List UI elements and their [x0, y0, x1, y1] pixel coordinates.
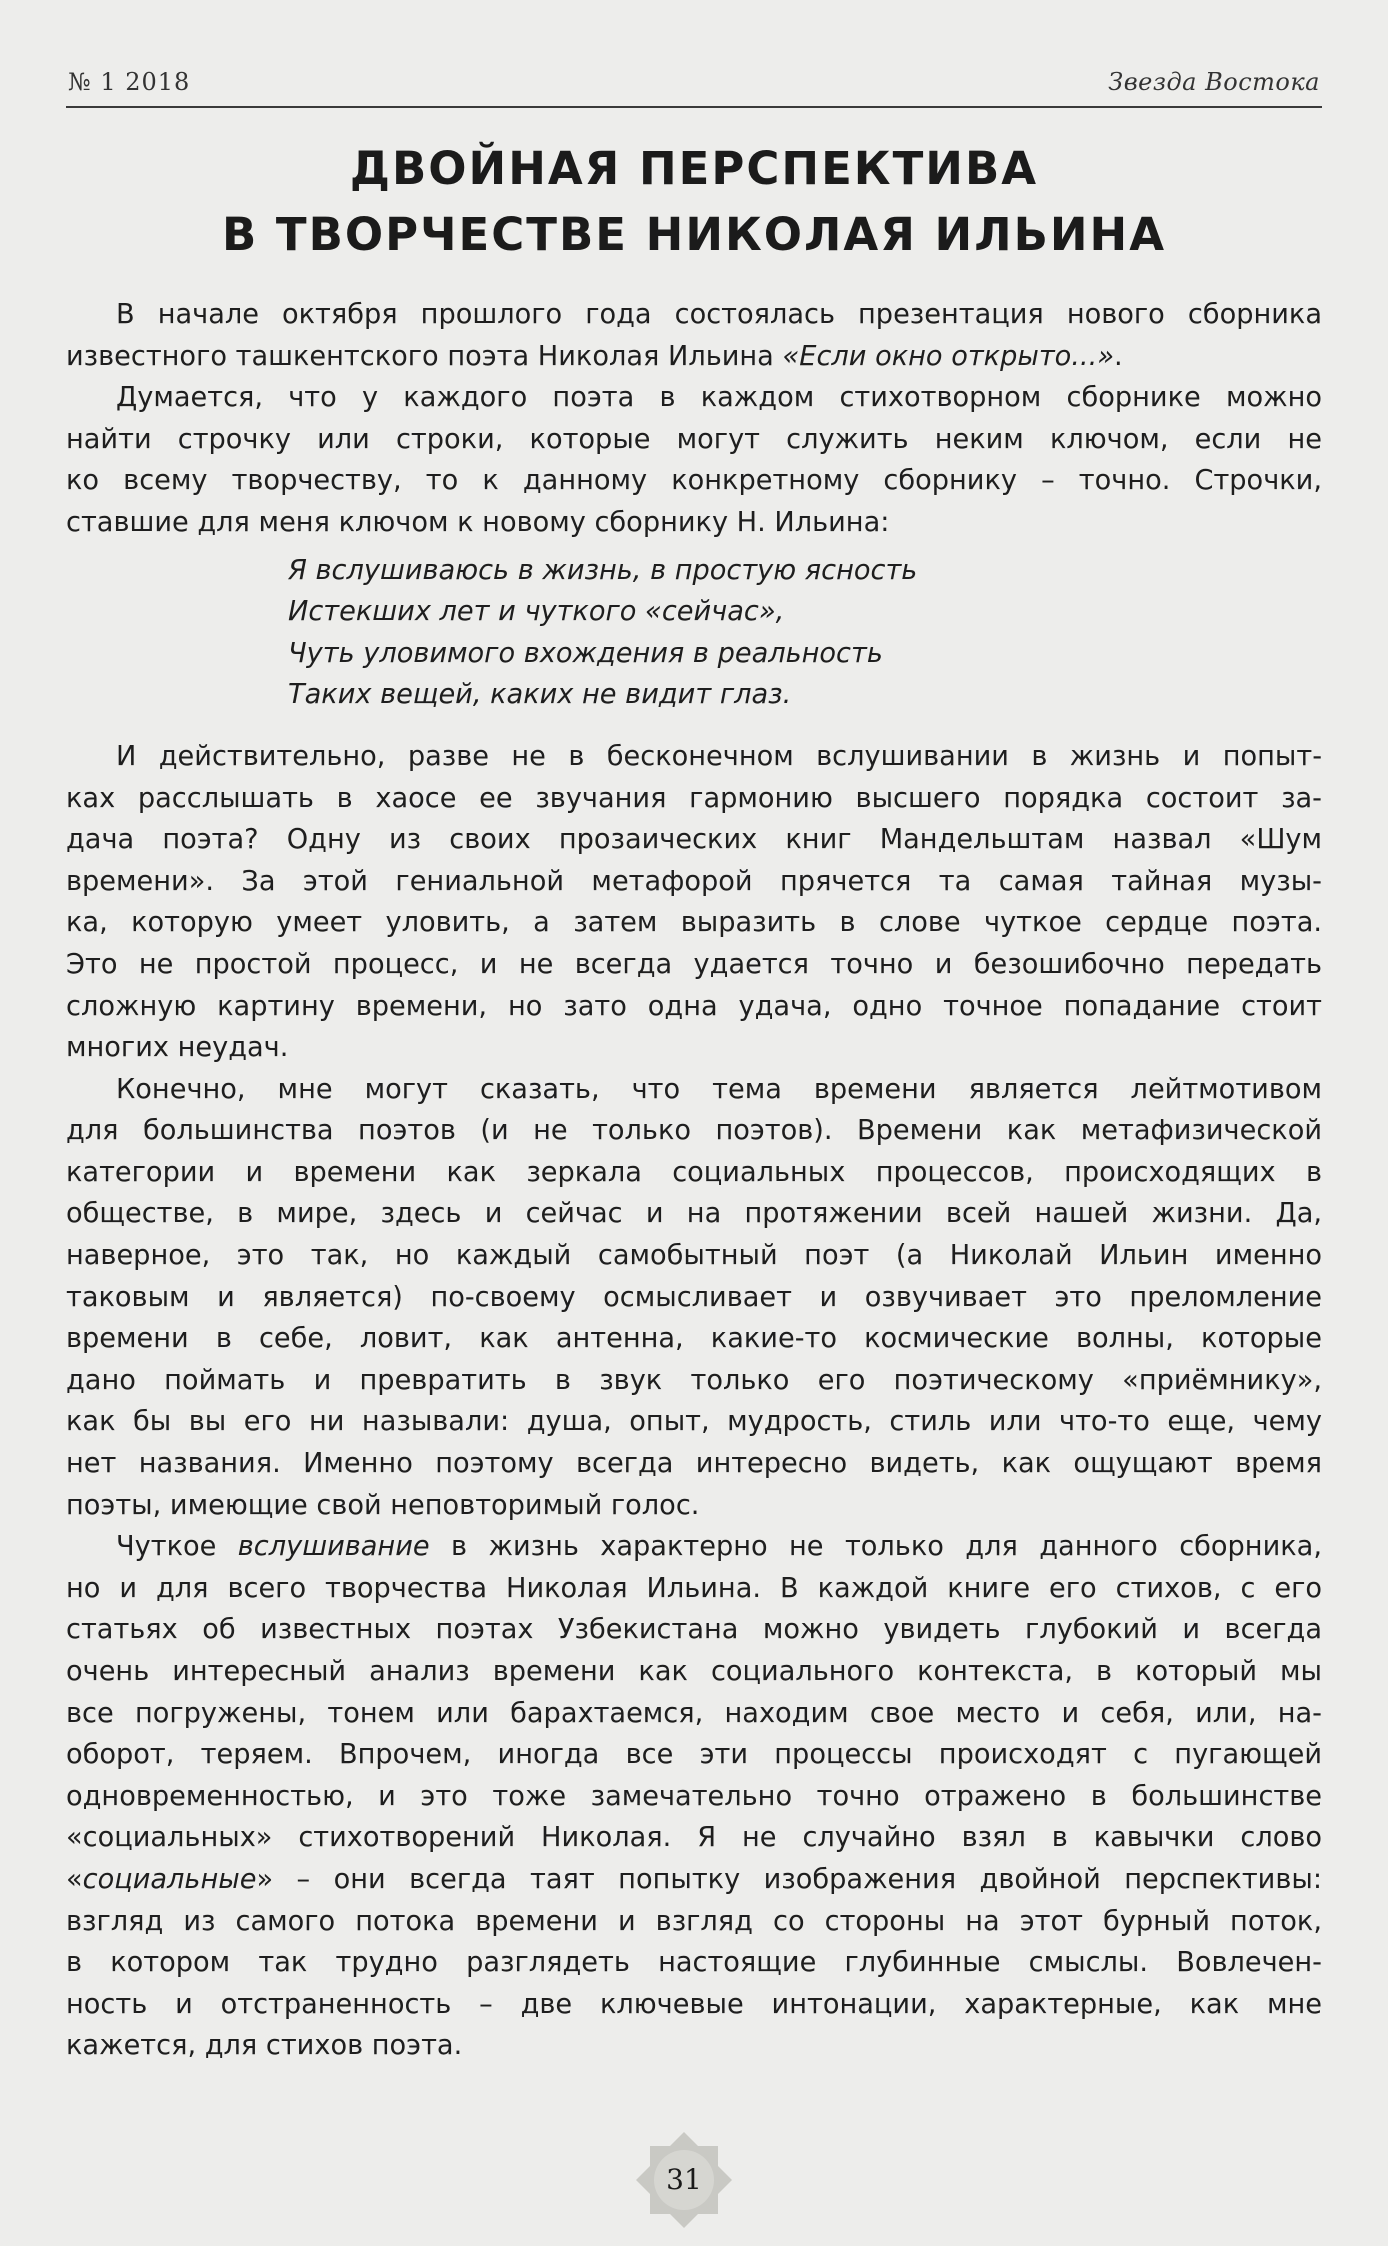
text-line: оборот, теряем. Впрочем, иногда все эти процессы происходят с пугающей [66, 1739, 1322, 1771]
text-run: в жизнь характерно не только для данного сборника, [429, 1531, 1322, 1563]
text-line: дано поймать и превратить в звук только его поэтическому «приёмнику», [66, 1364, 1322, 1396]
poem-line: Истекших лет и чуткого «сейчас», [288, 596, 785, 628]
page-number: 31 [666, 2163, 702, 2196]
paragraph-3 [66, 736, 1322, 1069]
article-body [66, 294, 1322, 2067]
title-line-1: ДВОЙНАЯ ПЕРСПЕКТИВА [349, 142, 1039, 195]
text-line: в котором так трудно разглядеть настоящие глубинные смыслы. Вовлечен- [66, 1947, 1322, 1979]
title-line-2: В ТВОРЧЕСТВЕ НИКОЛАЯ ИЛЬИНА [221, 208, 1167, 261]
text-line: дача поэта? Одну из своих прозаических книг Мандельштам назвал «Шум [66, 824, 1322, 856]
issue-number: № 1 2018 [68, 68, 191, 96]
emphasis: вслушивание [237, 1531, 430, 1563]
text-line: Думается, что у каждого поэта в каждом стихотворном сборнике можно [116, 382, 1322, 414]
text-line: ность и отстраненность – две ключевые интонации, характерные, как мне [66, 1988, 1322, 2020]
text-run: » – они всегда таят попытку изображения двойной перспективы: [256, 1863, 1322, 1895]
text-line: Конечно, мне могут сказать, что тема времени является лейтмотивом [116, 1073, 1322, 1105]
text-line: категории и времени как зеркала социальных процессов, происходящих в [66, 1156, 1322, 1188]
text-line: наверное, это так, но каждый самобытный поэт (а Николай Ильин именно [66, 1240, 1322, 1272]
text-line: очень интересный анализ времени как социального контекста, в который мы [66, 1656, 1322, 1687]
text-line: поэты, имеющие свой неповторимый голос. [66, 1489, 700, 1521]
article-title [66, 136, 1322, 268]
journal-name: Звезда Востока [1108, 68, 1320, 96]
text-line: обществе, в мире, здесь и сейчас и на протяжении всей нашей жизни. Да, [66, 1198, 1322, 1230]
paragraph-1 [66, 294, 1322, 377]
text-line: «социальных» стихотворений Николая. Я не случайно взял в кавычки слово [66, 1822, 1322, 1854]
poem-line: Чуть уловимого вхождения в реальность [288, 637, 883, 669]
text-line: ставшие для меня ключом к новому сборнику Н. Ильина: [66, 506, 890, 538]
text-line: ка, которую умеет уловить, а затем выразить в слове чуткое сердце поэта. [66, 907, 1322, 939]
text-line [66, 336, 1322, 378]
paragraph-5 [66, 1526, 1322, 2067]
text-line: для большинства поэтов (и не только поэтов). Времени как метафизической [66, 1115, 1322, 1147]
poem-quote [66, 550, 1322, 716]
text-line: сложную картину времени, но зато одна удача, одно точное попадание стоит [66, 990, 1322, 1022]
text-line: найти строчку или строки, которые могут служить неким ключом, если не [66, 423, 1322, 455]
running-header [66, 62, 1322, 108]
text-run: известного ташкентского поэта Николая Ильина [66, 340, 783, 372]
text-line: но и для всего творчества Николая Ильина. В каждой книге его стихов, с его [66, 1572, 1322, 1604]
text-line: все погружены, тонем или барахтаемся, находим свое место и себя, или, на- [66, 1697, 1322, 1729]
text-line: нет названия. Именно поэтому всегда интересно видеть, как ощущают время [66, 1448, 1322, 1480]
poem-line: Я вслушиваюсь в жизнь, в простую ясность [288, 554, 918, 586]
text-line: взгляд из самого потока времени и взгляд со стороны на этот бурный поток, [66, 1905, 1322, 1937]
text-line: одновременностью, и это тоже замечательно точно отражено в большинстве [66, 1780, 1322, 1812]
text-line [66, 1859, 1322, 1901]
emphasis: социальные [82, 1863, 257, 1895]
text-line: ко всему творчеству, то к данному конкретному сборнику – точно. Строчки, [66, 465, 1322, 497]
text-line: как бы вы его ни называли: душа, опыт, мудрость, стиль или что-то еще, чему [66, 1406, 1322, 1438]
text-line: многих неудач. [66, 1032, 289, 1064]
text-run: . [1114, 340, 1123, 372]
text-line [66, 1526, 1322, 1568]
text-line: времени в себе, ловит, как антенна, какие-то космические волны, которые [66, 1323, 1322, 1355]
text-line: кажется, для стихов поэта. [66, 2030, 463, 2062]
text-line: Это не простой процесс, и не всегда удается точно и безошибочно передать [66, 948, 1322, 980]
text-line: В начале октября прошлого года состоялась презентация нового сборника [116, 299, 1322, 330]
paragraph-4 [66, 1069, 1322, 1527]
text-line: И действительно, разве не в бесконечном вслушивании в жизнь и попыт- [116, 740, 1322, 772]
page-number-badge [630, 2126, 738, 2234]
paragraph-2 [66, 377, 1322, 543]
text-line: ках расслышать в хаосе ее звучания гармонию высшего порядка состоит за- [66, 782, 1322, 814]
book-title: «Если окно открыто...» [782, 340, 1114, 372]
text-run: Чуткое [116, 1531, 238, 1563]
text-run: « [66, 1863, 83, 1895]
poem-line: Таких вещей, каких не видит глаз. [288, 679, 792, 711]
text-line: таковым и является) по-своему осмысливает и озвучивает это преломление [66, 1281, 1322, 1313]
text-line: времени». За этой гениальной метафорой прячется та самая тайная музы- [66, 865, 1322, 897]
text-line: статьях об известных поэтах Узбекистана можно увидеть глубокий и всегда [66, 1614, 1322, 1646]
